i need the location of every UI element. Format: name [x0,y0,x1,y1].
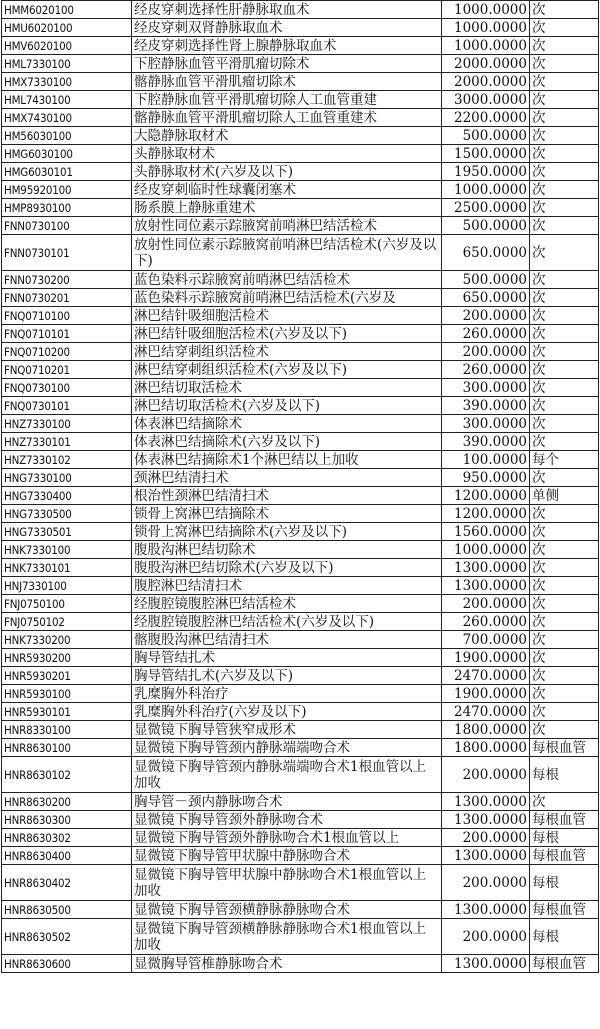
item-price-cell: 1000.0000 [442,541,530,559]
table-row [2,685,599,703]
table-row [2,109,599,127]
item-code-cell: HNR8630102 [2,757,132,793]
item-unit-cell: 次 [530,559,599,577]
item-code-cell: FNN0730101 [2,235,132,271]
table-row [2,505,599,523]
item-unit-cell: 次 [530,109,599,127]
item-unit-cell: 次 [530,415,599,433]
table-row [2,703,599,721]
item-price-cell: 200.0000 [442,829,530,847]
item-name-cell: 经皮穿刺双肾静脉取血术 [132,19,442,37]
item-code-cell: HNK7330101 [2,559,132,577]
item-name-cell: 显微镜下胸导管颈横静脉静脉吻合术1根血管以上加收 [132,919,442,955]
item-name-cell: 髂静脉血管平滑肌瘤切除术 [132,73,442,91]
item-price-cell: 1950.0000 [442,163,530,181]
table-row [2,145,599,163]
item-code-cell: HMP8930100 [2,199,132,217]
item-code-cell: HNG7330500 [2,505,132,523]
item-code-cell: HNR8630200 [2,793,132,811]
item-unit-cell: 次 [530,145,599,163]
item-price-cell: 300.0000 [442,379,530,397]
item-name-cell: 根治性颈淋巴结清扫术 [132,487,442,505]
item-price-cell: 1300.0000 [442,811,530,829]
table-row [2,55,599,73]
item-price-cell: 2000.0000 [442,55,530,73]
item-name-cell: 经腹腔镜腹腔淋巴结活检术(六岁及以下) [132,613,442,631]
item-name-cell: 经腹腔镜腹腔淋巴结活检术 [132,595,442,613]
item-code-cell: HNR5930200 [2,649,132,667]
item-name-cell: 经皮穿刺选择性肾上腺静脉取血术 [132,37,442,55]
item-name-cell: 淋巴结切取活检术(六岁及以下) [132,397,442,415]
item-price-cell: 390.0000 [442,433,530,451]
item-unit-cell: 次 [530,667,599,685]
table-row [2,577,599,595]
item-price-cell: 950.0000 [442,469,530,487]
item-code-cell: HNK7330100 [2,541,132,559]
item-unit-cell: 次 [530,703,599,721]
item-price-cell: 1900.0000 [442,649,530,667]
item-unit-cell: 次 [530,595,599,613]
item-unit-cell: 次 [530,1,599,19]
item-code-cell: FNQ0710100 [2,307,132,325]
item-name-cell: 显微镜下胸导管颈内静脉端端吻合术 [132,739,442,757]
item-price-cell: 1800.0000 [442,721,530,739]
table-row [2,487,599,505]
item-price-cell: 260.0000 [442,325,530,343]
item-code-cell: HMV6020100 [2,37,132,55]
item-price-cell: 260.0000 [442,361,530,379]
item-name-cell: 头静脉取材术 [132,145,442,163]
item-price-cell: 2200.0000 [442,109,530,127]
item-code-cell: HMX7330100 [2,73,132,91]
item-unit-cell: 次 [530,541,599,559]
item-unit-cell: 次 [530,379,599,397]
item-name-cell: 胸导管结扎术(六岁及以下) [132,667,442,685]
item-name-cell: 显微镜下胸导管颈外静脉吻合术1根血管以上 [132,829,442,847]
item-name-cell: 蓝色染料示踪腋窝前哨淋巴结活检术 [132,271,442,289]
table-row [2,1,599,19]
item-name-cell: 乳糜胸外科治疗 [132,685,442,703]
table-row [2,307,599,325]
item-price-cell: 1000.0000 [442,19,530,37]
item-code-cell: FNQ0710201 [2,361,132,379]
item-price-cell: 300.0000 [442,415,530,433]
item-price-cell: 2470.0000 [442,667,530,685]
item-code-cell: HNR5930101 [2,703,132,721]
fee-table-body [2,1,599,973]
item-name-cell: 显微镜下胸导管颈横静脉静脉吻合术 [132,901,442,919]
table-row [2,865,599,901]
table-row [2,343,599,361]
table-row [2,199,599,217]
table-row [2,559,599,577]
item-price-cell: 1800.0000 [442,739,530,757]
item-price-cell: 1300.0000 [442,901,530,919]
item-unit-cell: 次 [530,19,599,37]
item-name-cell: 大隐静脉取材术 [132,127,442,145]
item-code-cell: FNN0730100 [2,217,132,235]
item-price-cell: 500.0000 [442,271,530,289]
item-code-cell: HNR8330100 [2,721,132,739]
item-name-cell: 经皮穿刺选择性肝静脉取血术 [132,1,442,19]
item-name-cell: 腹股沟淋巴结切除术(六岁及以下) [132,559,442,577]
item-code-cell: HNR8630500 [2,901,132,919]
item-code-cell: HNR8630400 [2,847,132,865]
item-unit-cell: 每根 [530,865,599,901]
table-row [2,163,599,181]
table-row [2,127,599,145]
item-unit-cell: 次 [530,343,599,361]
table-row [2,37,599,55]
item-unit-cell: 次 [530,505,599,523]
item-unit-cell: 次 [530,577,599,595]
item-unit-cell: 次 [530,685,599,703]
item-code-cell: HNR8630402 [2,865,132,901]
item-name-cell: 淋巴结切取活检术 [132,379,442,397]
item-unit-cell: 次 [530,235,599,271]
item-unit-cell: 次 [530,37,599,55]
item-price-cell: 200.0000 [442,595,530,613]
item-price-cell: 650.0000 [442,235,530,271]
item-name-cell: 锁骨上窝淋巴结摘除术 [132,505,442,523]
table-row [2,73,599,91]
item-unit-cell: 每个 [530,451,599,469]
item-name-cell: 髂静脉血管平滑肌瘤切除人工血管重建术 [132,109,442,127]
table-row [2,541,599,559]
item-code-cell: HNK7330200 [2,631,132,649]
table-row [2,469,599,487]
item-unit-cell: 次 [530,433,599,451]
table-row [2,667,599,685]
table-row [2,613,599,631]
item-price-cell: 500.0000 [442,217,530,235]
item-price-cell: 200.0000 [442,343,530,361]
table-row [2,829,599,847]
item-code-cell: FNN0730200 [2,271,132,289]
item-unit-cell: 每根血管 [530,955,599,973]
item-price-cell: 650.0000 [442,289,530,307]
item-price-cell: 100.0000 [442,451,530,469]
table-row [2,271,599,289]
item-name-cell: 淋巴结穿刺组织活检术(六岁及以下) [132,361,442,379]
item-code-cell: HNR5930100 [2,685,132,703]
item-code-cell: HNR8630502 [2,919,132,955]
table-row [2,649,599,667]
table-row [2,793,599,811]
item-price-cell: 200.0000 [442,919,530,955]
item-unit-cell: 每根 [530,829,599,847]
item-price-cell: 260.0000 [442,613,530,631]
item-name-cell: 体表淋巴结摘除术1个淋巴结以上加收 [132,451,442,469]
item-code-cell: HNZ7330102 [2,451,132,469]
item-unit-cell: 次 [530,271,599,289]
item-code-cell: HNR8630302 [2,829,132,847]
item-name-cell: 经皮穿刺临时性球囊闭塞术 [132,181,442,199]
table-row [2,19,599,37]
item-name-cell: 蓝色染料示踪腋窝前哨淋巴结活检术(六岁及 [132,289,442,307]
fee-table [1,0,599,973]
table-row [2,235,599,271]
table-row [2,901,599,919]
item-unit-cell: 每根 [530,757,599,793]
item-price-cell: 200.0000 [442,757,530,793]
item-code-cell: HNZ7330100 [2,415,132,433]
item-unit-cell: 每根血管 [530,847,599,865]
item-unit-cell: 次 [530,217,599,235]
table-row [2,325,599,343]
item-name-cell: 腹股沟淋巴结切除术 [132,541,442,559]
item-code-cell: HNG7330100 [2,469,132,487]
item-code-cell: HNR5930201 [2,667,132,685]
item-unit-cell: 次 [530,199,599,217]
table-row [2,631,599,649]
item-price-cell: 700.0000 [442,631,530,649]
item-code-cell: HML7430100 [2,91,132,109]
table-row [2,847,599,865]
item-price-cell: 1560.0000 [442,523,530,541]
item-name-cell: 体表淋巴结摘除术 [132,415,442,433]
item-code-cell: FNJ0750102 [2,613,132,631]
item-unit-cell: 次 [530,91,599,109]
item-price-cell: 1300.0000 [442,559,530,577]
item-price-cell: 1000.0000 [442,1,530,19]
item-name-cell: 髂腹股沟淋巴结清扫术 [132,631,442,649]
item-name-cell: 显微镜下胸导管甲状腺中静脉吻合术 [132,847,442,865]
item-name-cell: 淋巴结穿刺组织活检术 [132,343,442,361]
item-unit-cell: 次 [530,721,599,739]
item-name-cell: 下腔静脉血管平滑肌瘤切除人工血管重建 [132,91,442,109]
item-name-cell: 显微胸导管椎静脉吻合术 [132,955,442,973]
item-name-cell: 体表淋巴结摘除术(六岁及以下) [132,433,442,451]
table-row [2,739,599,757]
item-name-cell: 下腔静脉血管平滑肌瘤切除术 [132,55,442,73]
item-unit-cell: 次 [530,325,599,343]
item-price-cell: 1300.0000 [442,955,530,973]
item-price-cell: 200.0000 [442,865,530,901]
table-row [2,721,599,739]
table-row [2,181,599,199]
item-name-cell: 腹腔淋巴结清扫术 [132,577,442,595]
item-name-cell: 乳糜胸外科治疗(六岁及以下) [132,703,442,721]
item-price-cell: 1200.0000 [442,487,530,505]
item-price-cell: 2470.0000 [442,703,530,721]
item-price-cell: 1200.0000 [442,505,530,523]
table-row [2,289,599,307]
table-row [2,361,599,379]
item-unit-cell: 次 [530,613,599,631]
item-unit-cell: 每根血管 [530,901,599,919]
table-row [2,523,599,541]
item-unit-cell: 次 [530,73,599,91]
item-unit-cell: 次 [530,127,599,145]
item-code-cell: HNR8630300 [2,811,132,829]
item-code-cell: HNR8630100 [2,739,132,757]
item-code-cell: HMG6030101 [2,163,132,181]
item-price-cell: 1500.0000 [442,145,530,163]
table-row [2,415,599,433]
item-name-cell: 胸导管－颈内静脉吻合术 [132,793,442,811]
item-code-cell: FNQ0710200 [2,343,132,361]
item-unit-cell: 次 [530,469,599,487]
item-code-cell: HNZ7330101 [2,433,132,451]
item-code-cell: HNR8630600 [2,955,132,973]
item-unit-cell: 次 [530,163,599,181]
table-row [2,811,599,829]
item-price-cell: 2000.0000 [442,73,530,91]
item-code-cell: HMM6020100 [2,1,132,19]
item-unit-cell: 每根血管 [530,811,599,829]
item-unit-cell: 每根血管 [530,739,599,757]
item-unit-cell: 单侧 [530,487,599,505]
item-price-cell: 500.0000 [442,127,530,145]
item-name-cell: 肠系膜上静脉重建术 [132,199,442,217]
item-code-cell: HMG6030100 [2,145,132,163]
item-name-cell: 放射性同位素示踪腋窝前哨淋巴结活检术 [132,217,442,235]
item-unit-cell: 次 [530,361,599,379]
table-row [2,757,599,793]
item-code-cell: HNJ7330100 [2,577,132,595]
item-price-cell: 390.0000 [442,397,530,415]
item-code-cell: HMU6020100 [2,19,132,37]
table-row [2,595,599,613]
table-row [2,451,599,469]
item-code-cell: HM56030100 [2,127,132,145]
item-price-cell: 1300.0000 [442,577,530,595]
item-unit-cell: 次 [530,649,599,667]
table-row [2,433,599,451]
item-price-cell: 200.0000 [442,307,530,325]
item-code-cell: HM95920100 [2,181,132,199]
item-unit-cell: 次 [530,523,599,541]
item-code-cell: FNJ0750100 [2,595,132,613]
item-unit-cell: 次 [530,793,599,811]
item-price-cell: 1300.0000 [442,793,530,811]
item-name-cell: 锁骨上窝淋巴结摘除术(六岁及以下) [132,523,442,541]
item-name-cell: 淋巴结针吸细胞活检术 [132,307,442,325]
item-unit-cell: 次 [530,181,599,199]
table-row [2,919,599,955]
item-name-cell: 头静脉取材术(六岁及以下) [132,163,442,181]
item-code-cell: HML7330100 [2,55,132,73]
item-name-cell: 显微镜下胸导管甲状腺中静脉吻合术1根血管以上加收 [132,865,442,901]
item-unit-cell: 每根 [530,919,599,955]
table-row [2,217,599,235]
item-name-cell: 显微镜下胸导管颈内静脉端端吻合术1根血管以上加收 [132,757,442,793]
item-code-cell: FNN0730201 [2,289,132,307]
item-unit-cell: 次 [530,397,599,415]
item-code-cell: HNG7330501 [2,523,132,541]
item-price-cell: 3000.0000 [442,91,530,109]
item-code-cell: FNQ0710101 [2,325,132,343]
item-unit-cell: 次 [530,631,599,649]
item-code-cell: FNQ0730100 [2,379,132,397]
item-code-cell: HMX7430100 [2,109,132,127]
table-row [2,955,599,973]
item-name-cell: 放射性同位素示踪腋窝前哨淋巴结活检术(六岁及以下) [132,235,442,271]
item-name-cell: 淋巴结针吸细胞活检术(六岁及以下) [132,325,442,343]
item-price-cell: 1000.0000 [442,181,530,199]
table-row [2,91,599,109]
item-name-cell: 胸导管结扎术 [132,649,442,667]
item-code-cell: HNG7330400 [2,487,132,505]
item-unit-cell: 次 [530,307,599,325]
item-price-cell: 1000.0000 [442,37,530,55]
item-name-cell: 显微镜下胸导管狭窄成形术 [132,721,442,739]
item-unit-cell: 次 [530,289,599,307]
item-name-cell: 颈淋巴结清扫术 [132,469,442,487]
item-price-cell: 1900.0000 [442,685,530,703]
item-price-cell: 1300.0000 [442,847,530,865]
item-code-cell: FNQ0730101 [2,397,132,415]
item-name-cell: 显微镜下胸导管颈外静脉吻合术 [132,811,442,829]
item-unit-cell: 次 [530,55,599,73]
table-row [2,379,599,397]
table-row [2,397,599,415]
item-price-cell: 2500.0000 [442,199,530,217]
